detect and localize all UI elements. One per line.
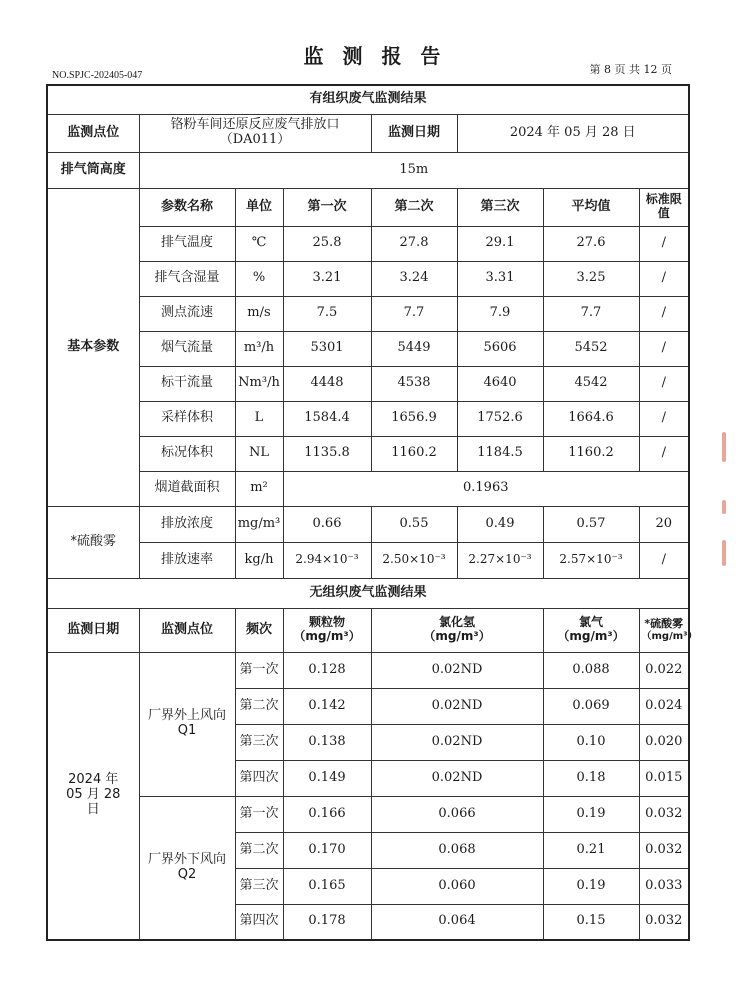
organized-section-title: 有组织废气监测结果	[47, 85, 689, 114]
value-limit: /	[639, 436, 689, 471]
basic-params-group-label: 基本参数	[47, 188, 139, 506]
value-second: 1656.9	[371, 401, 457, 436]
frequency: 第一次	[235, 796, 283, 832]
col-header-sulfuric-mist-name: *硫酸雾	[644, 616, 684, 630]
frequency: 第四次	[235, 760, 283, 796]
col-header-point: 监测点位	[139, 608, 235, 652]
chlorine-value: 0.069	[543, 688, 639, 724]
hcl-value: 0.060	[371, 868, 543, 904]
chlorine-value: 0.21	[543, 832, 639, 868]
flue-area-row	[47, 471, 689, 506]
stack-height-value: 15m	[139, 152, 689, 188]
seal-fragment	[722, 540, 726, 566]
col-header-second: 第二次	[371, 188, 457, 226]
table-row	[47, 436, 689, 471]
unorganized-section-header	[47, 578, 689, 608]
unorganized-date-value: 2024 年 05 月 28 日	[47, 652, 139, 940]
value-third: 3.31	[457, 261, 543, 296]
value-average: 7.7	[543, 296, 639, 331]
value-first: 1584.4	[283, 401, 371, 436]
value-second: 0.55	[371, 506, 457, 542]
particulate-value: 0.170	[283, 832, 371, 868]
value-second: 7.7	[371, 296, 457, 331]
seal-fragment	[722, 432, 726, 462]
param-name: 烟气流量	[139, 331, 235, 366]
monitoring-point-q2: 厂界外下风向 Q2	[139, 796, 235, 940]
param-name: 排放浓度	[139, 506, 235, 542]
particulate-value: 0.178	[283, 904, 371, 940]
value-third: 4640	[457, 366, 543, 401]
param-unit: Nm³/h	[235, 366, 283, 401]
organized-section-header	[47, 85, 689, 114]
param-unit: m²	[235, 471, 283, 506]
table-row	[47, 796, 689, 832]
col-header-unit: 单位	[235, 188, 283, 226]
document-title: 监 测 报 告	[303, 44, 447, 68]
value-second: 5449	[371, 331, 457, 366]
col-header-average: 平均值	[543, 188, 639, 226]
value-first: 0.66	[283, 506, 371, 542]
monitoring-point-q1: 厂界外上风向 Q1	[139, 652, 235, 796]
report-number: NO.SPJC-202405-047	[52, 70, 143, 81]
chlorine-value: 0.088	[543, 652, 639, 688]
hcl-value: 0.068	[371, 832, 543, 868]
col-header-date: 监测日期	[47, 608, 139, 652]
param-name: 排气温度	[139, 226, 235, 261]
value-first: 5301	[283, 331, 371, 366]
value-limit: /	[639, 542, 689, 578]
sulfuric-mist-value: 0.032	[639, 796, 689, 832]
frequency: 第二次	[235, 688, 283, 724]
monitoring-point-value: 铬粉车间还原反应废气排放口（DA011）	[139, 114, 371, 152]
value-limit: 20	[639, 506, 689, 542]
chlorine-value: 0.15	[543, 904, 639, 940]
sulfuric-mist-value: 0.022	[639, 652, 689, 688]
value-limit: /	[639, 401, 689, 436]
sulfuric-mist-value: 0.032	[639, 832, 689, 868]
value-average: 0.57	[543, 506, 639, 542]
col-header-third: 第三次	[457, 188, 543, 226]
chlorine-value: 0.18	[543, 760, 639, 796]
value-limit: /	[639, 226, 689, 261]
hcl-value: 0.02ND	[371, 760, 543, 796]
col-header-hcl-unit: （mg/m³）	[423, 629, 491, 643]
sulfuric-mist-value: 0.020	[639, 724, 689, 760]
hcl-value: 0.066	[371, 796, 543, 832]
monitoring-point-label: 监测点位	[47, 114, 139, 152]
value-average: 1160.2	[543, 436, 639, 471]
value-average: 4542	[543, 366, 639, 401]
value-average: 3.25	[543, 261, 639, 296]
value-limit: /	[639, 261, 689, 296]
frequency: 第四次	[235, 904, 283, 940]
pollutant-row	[47, 506, 689, 542]
value-first: 7.5	[283, 296, 371, 331]
page-info: 第 8 页 共 12 页	[589, 63, 672, 76]
col-header-param: 参数名称	[139, 188, 235, 226]
value-first: 4448	[283, 366, 371, 401]
value-limit: /	[639, 296, 689, 331]
unorganized-header-row	[47, 608, 689, 652]
value-third: 1184.5	[457, 436, 543, 471]
col-header-particulate-name: 颗粒物	[308, 615, 345, 630]
value-second: 4538	[371, 366, 457, 401]
frequency: 第二次	[235, 832, 283, 868]
value-limit: /	[639, 331, 689, 366]
col-header-chlorine	[543, 608, 639, 652]
value-second: 2.50×10⁻³	[371, 542, 457, 578]
value-average: 2.57×10⁻³	[543, 542, 639, 578]
unorganized-section-title: 无组织废气监测结果	[47, 578, 689, 608]
pollutant-row	[47, 542, 689, 578]
param-unit: %	[235, 261, 283, 296]
table-row	[47, 226, 689, 261]
pollutant-label: *硫酸雾	[47, 506, 139, 578]
value-average: 27.6	[543, 226, 639, 261]
param-unit: m³/h	[235, 331, 283, 366]
stack-height-row	[47, 152, 689, 188]
col-header-hcl-name: 氯化氢	[438, 615, 475, 630]
value-third: 1752.6	[457, 401, 543, 436]
value-second: 1160.2	[371, 436, 457, 471]
monitoring-date-label: 监测日期	[371, 114, 457, 152]
chlorine-value: 0.10	[543, 724, 639, 760]
param-name: 标干流量	[139, 366, 235, 401]
value-average: 1664.6	[543, 401, 639, 436]
col-header-frequency: 频次	[235, 608, 283, 652]
particulate-value: 0.138	[283, 724, 371, 760]
param-unit: mg/m³	[235, 506, 283, 542]
table-row	[47, 331, 689, 366]
particulate-value: 0.165	[283, 868, 371, 904]
frequency: 第三次	[235, 868, 283, 904]
value-first: 25.8	[283, 226, 371, 261]
table-row	[47, 652, 689, 688]
param-unit: ℃	[235, 226, 283, 261]
frequency: 第一次	[235, 652, 283, 688]
col-header-sulfuric-mist-unit: （mg/m³）	[641, 630, 698, 642]
value-third: 5606	[457, 331, 543, 366]
param-name: 排气含湿量	[139, 261, 235, 296]
param-name: 标况体积	[139, 436, 235, 471]
param-name: 采样体积	[139, 401, 235, 436]
sulfuric-mist-value: 0.032	[639, 904, 689, 940]
particulate-value: 0.166	[283, 796, 371, 832]
value-first: 2.94×10⁻³	[283, 542, 371, 578]
col-header-sulfuric-mist	[639, 608, 698, 652]
particulate-value: 0.142	[283, 688, 371, 724]
param-unit: NL	[235, 436, 283, 471]
hcl-value: 0.02ND	[371, 724, 543, 760]
value-third: 0.49	[457, 506, 543, 542]
table-row	[47, 296, 689, 331]
hcl-value: 0.064	[371, 904, 543, 940]
sulfuric-mist-value: 0.015	[639, 760, 689, 796]
particulate-value: 0.149	[283, 760, 371, 796]
value-first: 1135.8	[283, 436, 371, 471]
chlorine-value: 0.19	[543, 796, 639, 832]
params-header-row	[47, 188, 689, 226]
value-limit: /	[639, 366, 689, 401]
col-header-particulate-unit: （mg/m³）	[293, 629, 361, 643]
hcl-value: 0.02ND	[371, 688, 543, 724]
monitoring-date-value: 2024 年 05 月 28 日	[457, 114, 689, 152]
param-unit: L	[235, 401, 283, 436]
col-header-first: 第一次	[283, 188, 371, 226]
stack-height-label: 排气筒高度	[47, 152, 139, 188]
value-first: 3.21	[283, 261, 371, 296]
seal-fragment	[722, 500, 726, 514]
monitoring-point-row	[47, 114, 689, 152]
value-second: 27.8	[371, 226, 457, 261]
flue-area-value: 0.1963	[283, 471, 689, 506]
param-unit: m/s	[235, 296, 283, 331]
frequency: 第三次	[235, 724, 283, 760]
col-header-limit: 标准限值	[639, 188, 689, 226]
value-second: 3.24	[371, 261, 457, 296]
param-name: 烟道截面积	[139, 471, 235, 506]
table-row	[47, 366, 689, 401]
value-third: 29.1	[457, 226, 543, 261]
col-header-chlorine-name: 氯气	[578, 615, 603, 630]
chlorine-value: 0.19	[543, 868, 639, 904]
particulate-value: 0.128	[283, 652, 371, 688]
table-row	[47, 401, 689, 436]
value-third: 2.27×10⁻³	[457, 542, 543, 578]
col-header-particulate	[283, 608, 371, 652]
value-average: 5452	[543, 331, 639, 366]
value-third: 7.9	[457, 296, 543, 331]
sulfuric-mist-value: 0.024	[639, 688, 689, 724]
param-unit: kg/h	[235, 542, 283, 578]
col-header-hcl	[371, 608, 543, 652]
hcl-value: 0.02ND	[371, 652, 543, 688]
table-row	[47, 261, 689, 296]
param-name: 排放速率	[139, 542, 235, 578]
monitoring-table	[46, 84, 698, 941]
col-header-chlorine-unit: （mg/m³）	[557, 629, 625, 643]
sulfuric-mist-value: 0.033	[639, 868, 689, 904]
param-name: 测点流速	[139, 296, 235, 331]
